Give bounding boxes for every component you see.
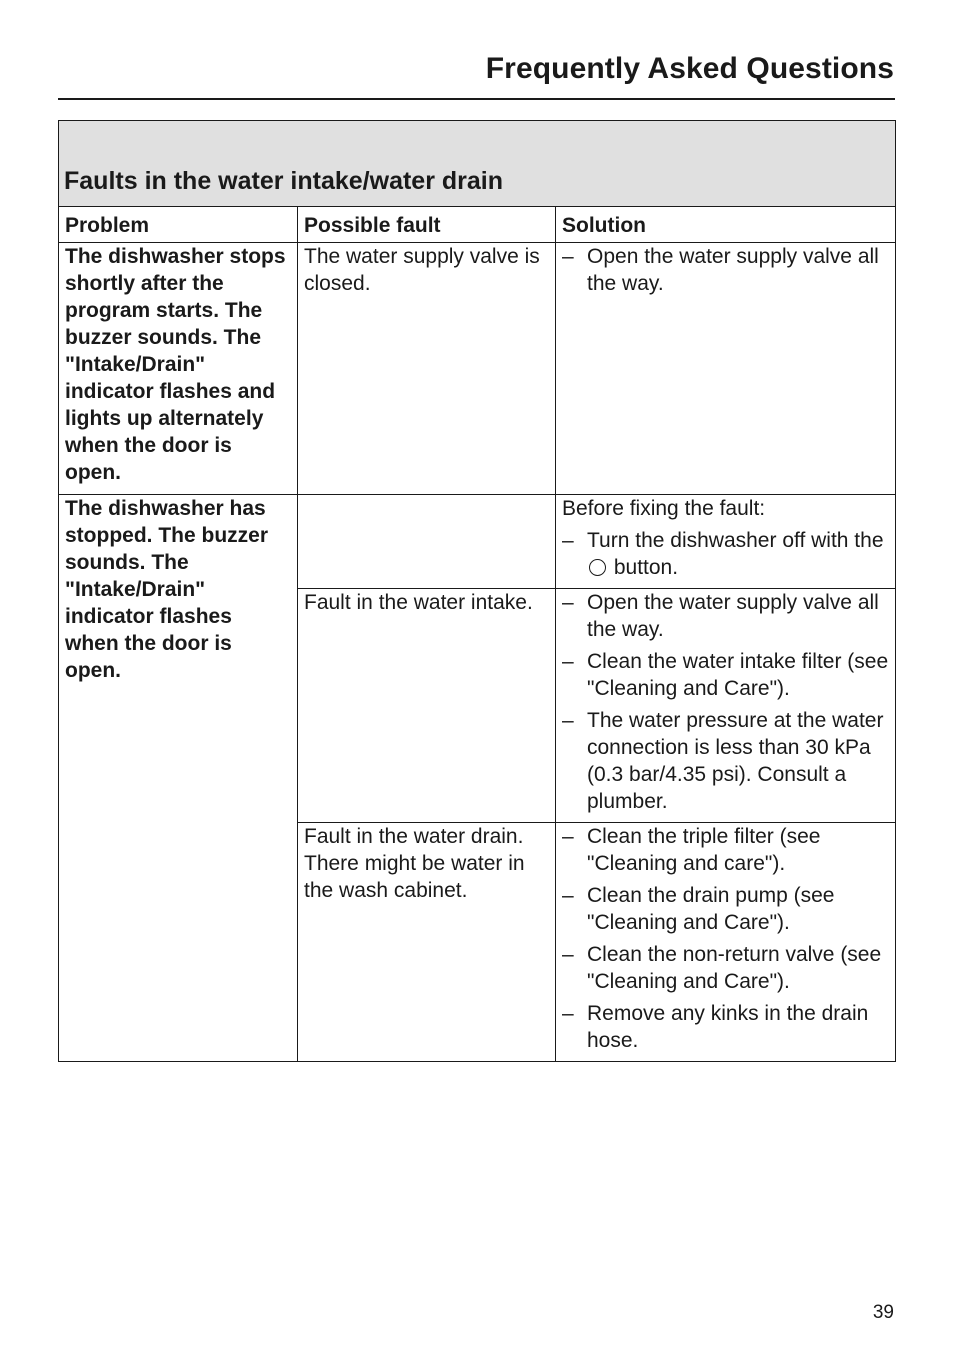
fault-cell: Fault in the water drain. There might be water in the wash cabinet. [298,823,556,1062]
solution-intro: Before fixing the fault: [562,497,766,520]
solution-list [562,243,889,297]
solution-text: Clean the drain pump (see "Cleaning and Care"). [587,884,835,934]
problem-cell: The dishwasher stops shortly after the program starts. The buzzer sounds. The "Intake/Drain" indicator flashes and lights up alternately when the door is open. [59,243,298,495]
fault-cell: Fault in the water intake. [298,589,556,823]
solution-cell [556,243,896,495]
solution-cell [556,589,896,823]
list-item [562,707,889,815]
dash-marker: – [562,943,574,966]
problem-cell: The dishwasher has stopped. The buzzer sounds. The "Intake/Drain" indicator flashes when the door is open. [59,495,298,1062]
column-header-solution: Solution [556,207,896,243]
solution-text: Open the water supply valve all the way. [587,245,879,295]
list-item [562,527,889,581]
page-number: 39 [872,1302,894,1323]
fault-cell [298,495,556,589]
list-item [562,941,889,995]
solution-list [562,527,889,581]
list-item [562,648,889,702]
dash-marker: – [562,1002,574,1025]
solution-list [562,589,889,815]
list-item [562,882,889,936]
dash-marker: – [562,825,574,848]
solution-text: Clean the non-return valve (see "Cleaning and Care"). [587,943,882,993]
list-item [562,823,889,877]
column-header-problem: Problem [59,207,298,243]
solution-text: Turn the dishwasher off with the [587,529,884,552]
dash-marker: – [562,529,574,552]
list-item [562,589,889,643]
table-row [59,495,896,589]
solution-text: The water pressure at the water connection is less than 30 kPa (0.3 bar/4.35 psi). Consult a plumber. [587,709,884,813]
solution-cell [556,823,896,1062]
page-title: Frequently Asked Questions [485,52,894,85]
solution-cell [556,495,896,589]
solution-list [562,823,889,1054]
dash-marker: – [562,245,574,268]
dash-marker: – [562,650,574,673]
solution-text: Clean the water intake filter (see "Cleaning and Care"). [587,650,889,700]
section-header-row [59,121,896,207]
list-item [562,1000,889,1054]
section-title: Faults in the water intake/water drain [59,121,896,207]
title-rule [58,98,895,100]
dash-marker: – [562,709,574,732]
dash-marker: – [562,591,574,614]
list-item [562,243,889,297]
solution-text: Clean the triple filter (see "Cleaning and care"). [587,825,821,875]
faults-table [58,120,896,1062]
solution-text: Open the water supply valve all the way. [587,591,879,641]
fault-cell: The water supply valve is closed. [298,243,556,495]
column-header-row [59,207,896,243]
solution-text: Remove any kinks in the drain hose. [587,1002,869,1052]
dash-marker: – [562,884,574,907]
solution-text: button. [613,556,679,579]
power-button-icon [589,559,606,576]
table-row [59,243,896,495]
column-header-possible-fault: Possible fault [298,207,556,243]
